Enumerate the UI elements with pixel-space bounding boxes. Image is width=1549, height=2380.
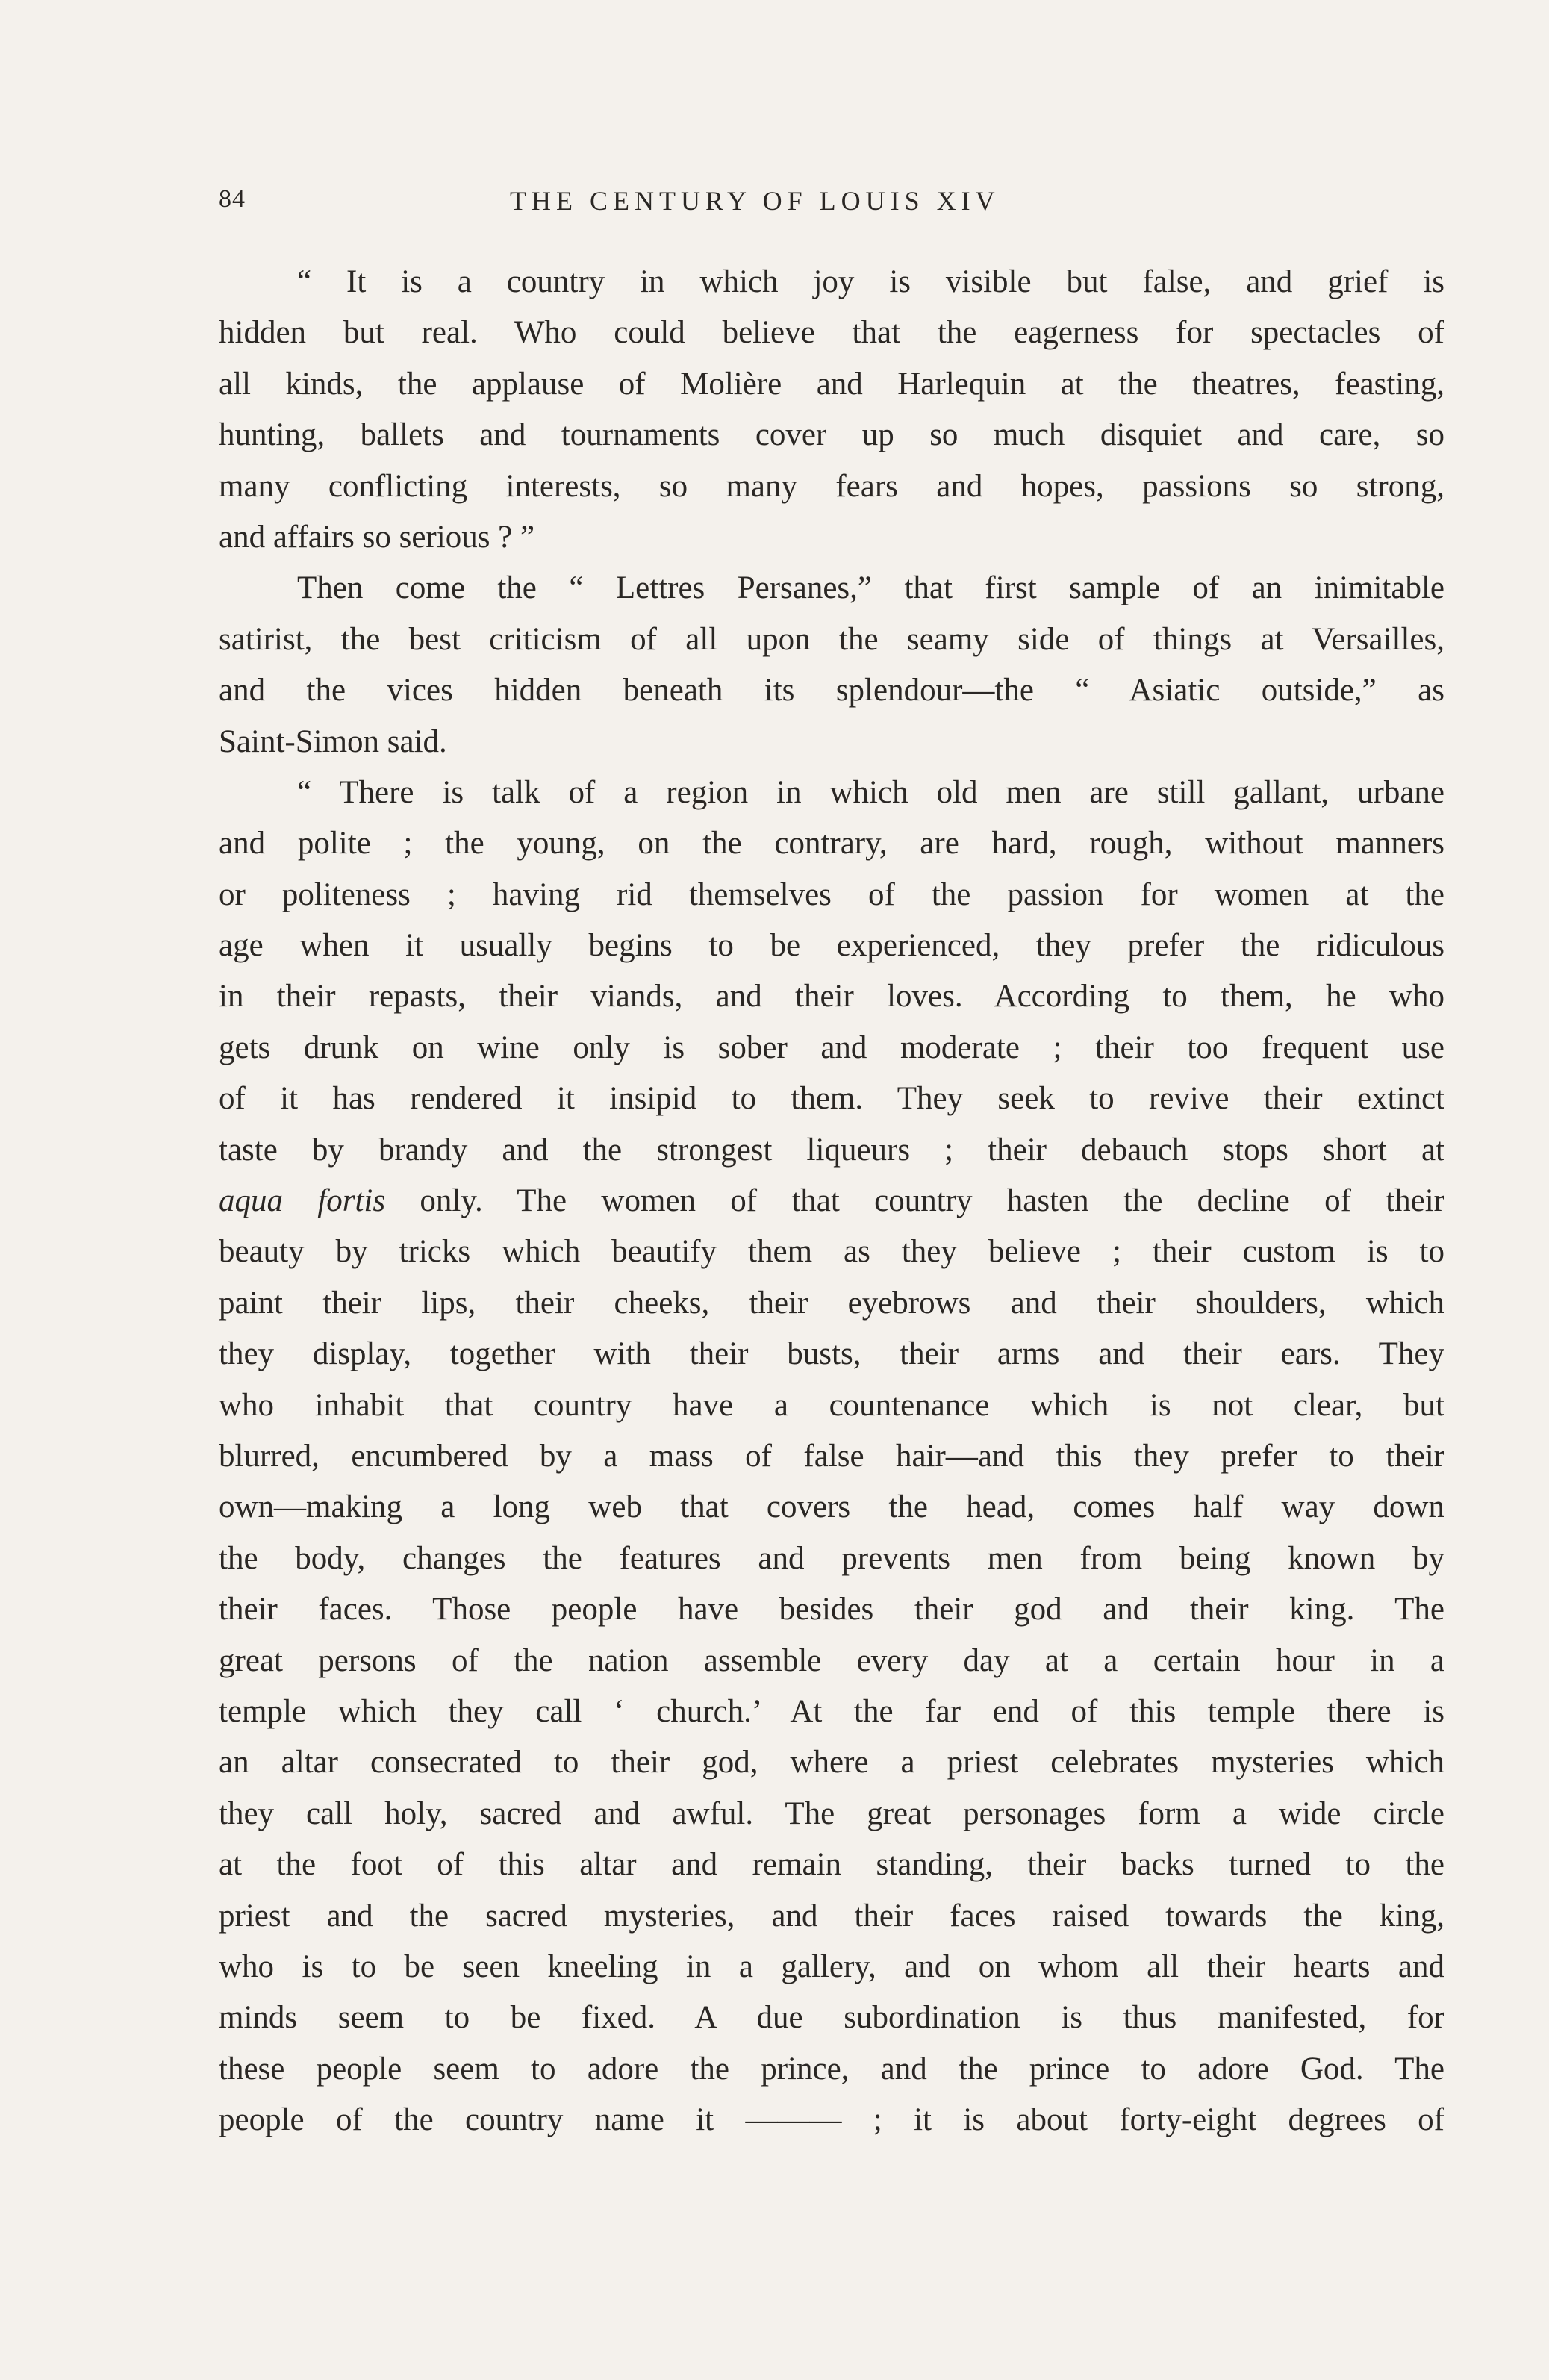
text-line [219, 717, 1444, 767]
line-text: blurred, encumbered by a mass of false hair—and this they prefer to their [219, 1438, 1444, 1474]
line-text: and polite ; the young, on the contrary, are hard, rough, without manners [219, 826, 1444, 862]
line-text: “ There is talk of a region in which old men are still gallant, urbane [297, 774, 1444, 810]
text-line [219, 563, 1444, 614]
line-text: who is to be seen kneeling in a gallery, and on whom all their hearts and [219, 1948, 1444, 1984]
line-text: priest and the sacred mysteries, and their faces raised towards the king, [219, 1898, 1444, 1934]
text-line [219, 1789, 1444, 1839]
text-line [219, 359, 1444, 410]
line-text: at the foot of this altar and remain standing, their backs turned to the [219, 1847, 1444, 1883]
line-text: or politeness ; having rid themselves of the passion for women at the [219, 876, 1444, 912]
line-text: hunting, ballets and tournaments cover up so much disquiet and care, so [219, 417, 1444, 453]
text-line [219, 767, 1444, 818]
text-line [219, 1839, 1444, 1890]
line-text: and the vices hidden beneath its splendour—the “ Asiatic outside,” as [219, 673, 1444, 708]
text-line [219, 1227, 1444, 1277]
text-line [219, 1737, 1444, 1788]
text-line [219, 1176, 1444, 1227]
text-line [219, 1125, 1444, 1176]
text-line [219, 1329, 1444, 1380]
text-line [219, 1891, 1444, 1942]
line-text: who inhabit that country have a countenance which is not clear, but [219, 1387, 1444, 1423]
text-line [219, 1942, 1444, 1993]
text-line [219, 1584, 1444, 1635]
text-line [219, 1074, 1444, 1124]
line-text: age when it usually begins to be experienced, they prefer the ridiculous [219, 928, 1444, 964]
line-text: these people seem to adore the prince, and the prince to adore God. The [219, 2051, 1444, 2087]
text-line [219, 1533, 1444, 1584]
text-line [219, 1686, 1444, 1737]
text-line [219, 818, 1444, 869]
line-text: Saint-Simon said. [219, 723, 447, 759]
line-text: many conflicting interests, so many fears and hopes, passions so strong, [219, 468, 1444, 504]
body-text [219, 257, 1444, 2146]
text-line [219, 1278, 1444, 1329]
line-text: gets drunk on wine only is sober and moderate ; their too frequent use [219, 1029, 1444, 1065]
text-line [219, 920, 1444, 971]
text-line [219, 1023, 1444, 1074]
line-text: satirist, the best criticism of all upon the seamy side of things at Versailles, [219, 621, 1444, 657]
line-text: beauty by tricks which beautify them as they believe ; their custom is to [219, 1234, 1444, 1270]
line-text: people of the country name it ——— ; it is about forty-eight degrees of [219, 2102, 1444, 2138]
line-text: they call holy, sacred and awful. The great personages form a wide circle [219, 1795, 1444, 1831]
text-line [219, 1431, 1444, 1482]
text-line [219, 870, 1444, 920]
line-text: all kinds, the applause of Molière and Harlequin at the theatres, feasting, [219, 366, 1444, 402]
line-text: great persons of the nation assemble every day at a certain hour in a [219, 1642, 1444, 1678]
line-text: own—making a long web that covers the head, comes half way down [219, 1489, 1444, 1525]
line-text: and affairs so serious ? ” [219, 519, 535, 555]
text-line [219, 1380, 1444, 1431]
line-text: temple which they call ‘ church.’ At the far end of this temple there is [219, 1693, 1444, 1729]
text-line [219, 971, 1444, 1022]
line-text: Then come the “ Lettres Persanes,” that first sample of an inimitable [297, 570, 1444, 606]
line-text: their faces. Those people have besides their god and their king. The [219, 1592, 1444, 1627]
line-text: hidden but real. Who could believe that the eagerness for spectacles of [219, 315, 1444, 351]
line-text: the body, changes the features and prevents men from being known by [219, 1540, 1444, 1576]
text-line [219, 512, 1444, 563]
line-text: “ It is a country in which joy is visible but false, and grief is [297, 264, 1444, 299]
line-text: they display, together with their busts, their arms and their ears. They [219, 1336, 1444, 1372]
line-text: an altar consecrated to their god, where a priest celebrates mysteries which [219, 1745, 1444, 1781]
text-line [219, 257, 1444, 308]
page-header [219, 185, 1444, 222]
line-text: in their repasts, their viands, and their loves. According to them, he who [219, 979, 1444, 1015]
text-line [219, 1993, 1444, 2043]
page-number: 84 [219, 185, 246, 213]
italic-phrase: aqua fortis [219, 1183, 386, 1219]
line-text: of it has rendered it insipid to them. They seek to revive their extinct [219, 1081, 1444, 1117]
line-text: only. The women of that country hasten the decline of their [385, 1183, 1444, 1219]
line-text: taste by brandy and the strongest liqueurs ; their debauch stops short at [219, 1132, 1444, 1168]
running-head: THE CENTURY OF LOUIS XIV [510, 186, 1000, 216]
text-line [219, 1482, 1444, 1533]
text-line [219, 614, 1444, 665]
text-line [219, 461, 1444, 512]
line-text: minds seem to be fixed. A due subordination is thus manifested, for [219, 2000, 1444, 2036]
text-line [219, 1636, 1444, 1686]
text-line [219, 410, 1444, 461]
line-text: paint their lips, their cheeks, their eyebrows and their shoulders, which [219, 1285, 1444, 1321]
text-line [219, 2095, 1444, 2146]
text-line [219, 308, 1444, 358]
text-line [219, 2044, 1444, 2095]
text-line [219, 665, 1444, 716]
